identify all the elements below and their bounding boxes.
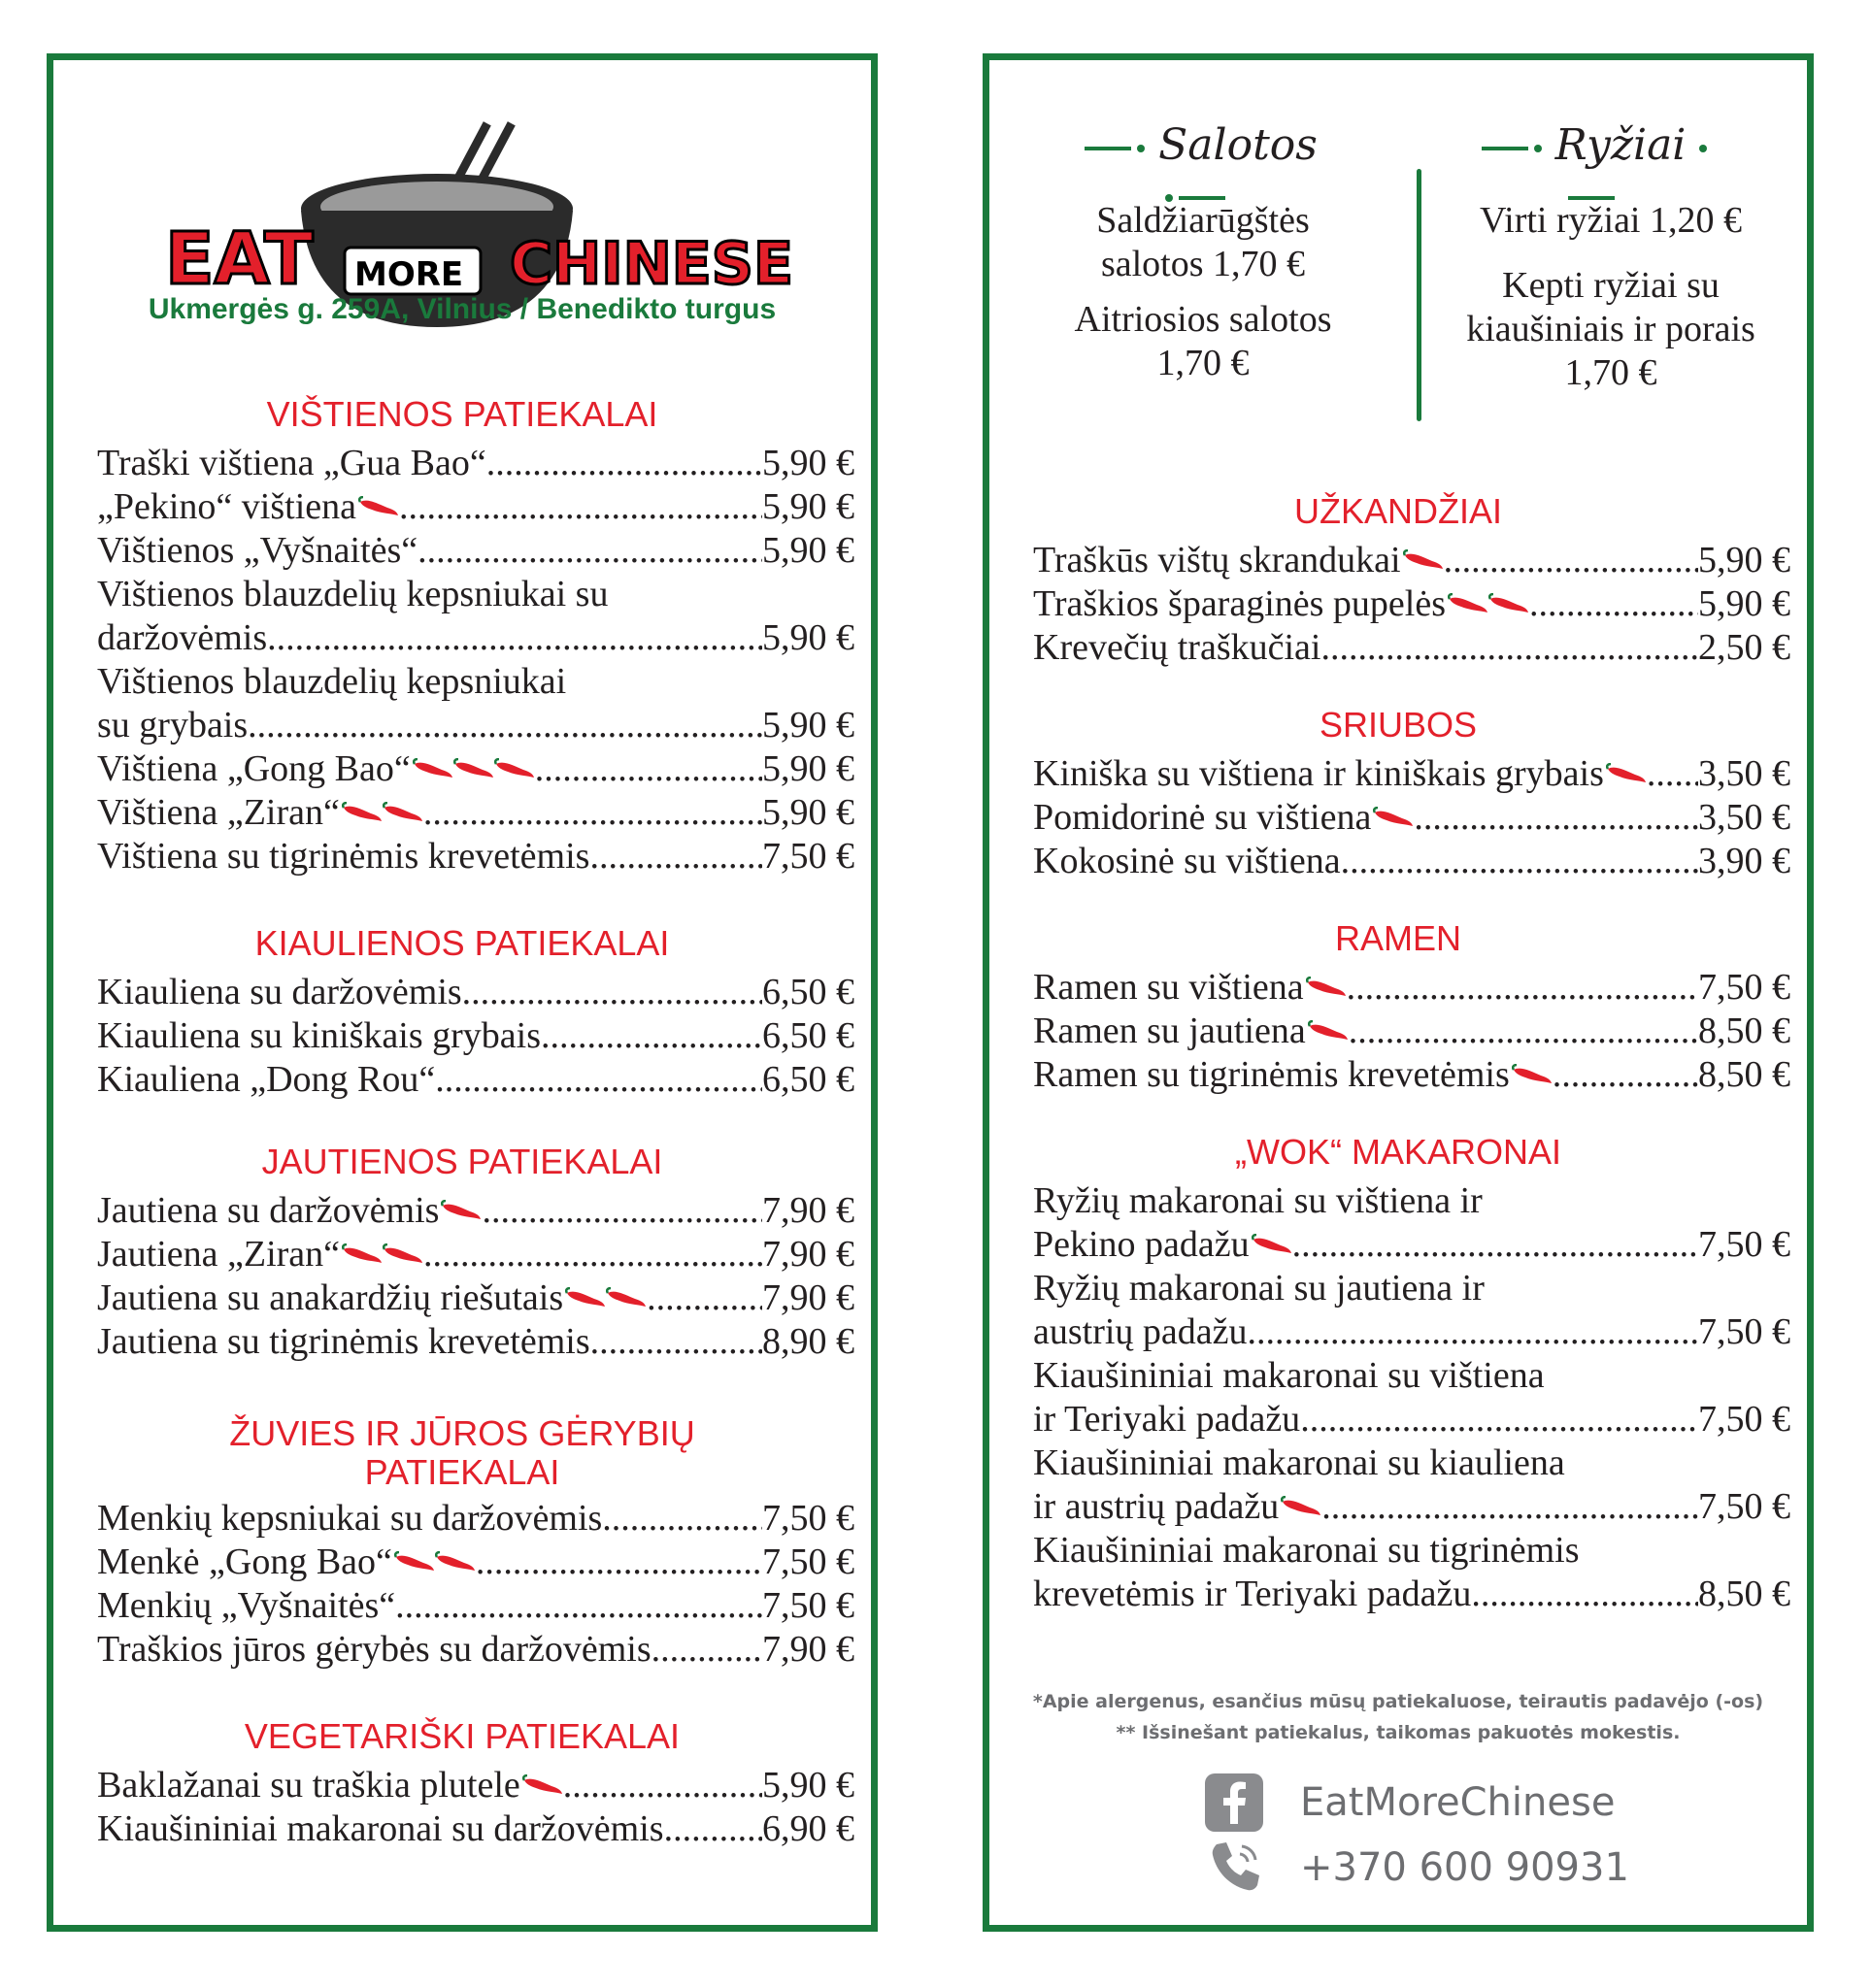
menu-item-list bbox=[97, 1764, 854, 1851]
svg-text:MORE: MORE bbox=[354, 255, 464, 294]
menu-item-price: 5,90 € bbox=[762, 530, 854, 571]
spicy-indicator bbox=[413, 747, 535, 791]
menu-item-name: Jautiena su anakardžių riešutais bbox=[97, 1277, 564, 1318]
dot-leader bbox=[395, 1584, 762, 1628]
menu-item-name: Ramen su jautiena bbox=[1033, 1011, 1306, 1051]
menu-item-list bbox=[97, 971, 854, 1102]
dot-leader bbox=[602, 1497, 762, 1541]
section-title: VEGETARIŠKI PATIEKALAI bbox=[244, 1716, 681, 1756]
menu-item-price: 7,90 € bbox=[762, 1190, 854, 1231]
chili-pepper-icon bbox=[1306, 977, 1347, 1000]
section-title: KIAULIENOS PATIEKALAI bbox=[254, 923, 670, 963]
menu-item bbox=[97, 1497, 854, 1541]
menu-item-name: Baklažanai su traškia plutele bbox=[97, 1765, 520, 1806]
ryziai-title: Ryžiai bbox=[1465, 120, 1718, 219]
section-title: JAUTIENOS PATIEKALAI bbox=[261, 1142, 663, 1181]
chili-pepper-icon bbox=[342, 1243, 383, 1267]
menu-item bbox=[97, 1189, 854, 1233]
menu-item-name: Pekino padažu bbox=[1033, 1224, 1250, 1265]
menu-item-name: su grybais bbox=[97, 705, 249, 746]
menu-item-name: Jautiena su tigrinėmis krevetėmis bbox=[97, 1321, 590, 1362]
chili-pepper-icon bbox=[394, 1551, 435, 1574]
menu-item-name: ir Teriyaki padažu bbox=[1033, 1399, 1301, 1440]
menu-item bbox=[97, 1233, 854, 1276]
dot-leader bbox=[647, 1276, 762, 1320]
menu-item bbox=[97, 704, 854, 747]
dot-leader bbox=[267, 616, 762, 660]
dot-leader bbox=[1248, 1310, 1698, 1354]
menu-item-name: Vištiena „Ziran“ bbox=[97, 792, 340, 833]
chili-pepper-icon bbox=[606, 1287, 647, 1310]
section-title: ŽUVIES IR JŪROS GĖRYBIŲ PATIEKALAI bbox=[229, 1413, 695, 1492]
section-title: UŽKANDŽIAI bbox=[1293, 491, 1502, 531]
menu-item bbox=[97, 1014, 854, 1058]
column-divider bbox=[1417, 169, 1421, 421]
facebook-icon bbox=[1203, 1772, 1265, 1834]
menu-item-price: 5,90 € bbox=[762, 443, 854, 483]
menu-item-price: 7,90 € bbox=[762, 1277, 854, 1318]
dot-leader bbox=[476, 1541, 762, 1584]
chili-pepper-icon bbox=[358, 496, 399, 519]
chili-pepper-icon bbox=[413, 758, 453, 781]
menu-item-price: 5,90 € bbox=[1698, 540, 1790, 580]
menu-item-name: Kiauliena su kiniškais grybais bbox=[97, 1015, 541, 1056]
menu-item-name: ir austrių padažu bbox=[1033, 1486, 1280, 1527]
menu-item-list bbox=[1033, 966, 1790, 1097]
menu-item-price: 7,50 € bbox=[1698, 1399, 1790, 1440]
menu-item-name: Jautiena „Ziran“ bbox=[97, 1234, 341, 1275]
menu-item-name: austrių padažu bbox=[1033, 1311, 1248, 1352]
menu-item-price: 8,50 € bbox=[1698, 1011, 1790, 1051]
dot-leader bbox=[1553, 1053, 1698, 1097]
spicy-indicator bbox=[342, 791, 423, 835]
menu-item bbox=[1033, 1223, 1790, 1267]
left-menu-panel bbox=[47, 53, 878, 1932]
menu-item-price: 7,50 € bbox=[1698, 967, 1790, 1008]
menu-item-price: 7,50 € bbox=[762, 1498, 854, 1539]
menu-item-price: 6,50 € bbox=[762, 972, 854, 1012]
menu-item-list bbox=[97, 442, 854, 878]
chili-pepper-icon bbox=[522, 1774, 563, 1798]
menu-item bbox=[1033, 1010, 1790, 1053]
menu-item-price: 3,50 € bbox=[1698, 753, 1790, 794]
dot-leader bbox=[423, 791, 762, 835]
section-title: VIŠTIENOS PATIEKALAI bbox=[266, 394, 658, 434]
spicy-indicator bbox=[1373, 796, 1414, 840]
menu-item-name: Traški vištiena „Gua Bao“ bbox=[97, 443, 486, 483]
chili-pepper-icon bbox=[453, 758, 494, 781]
spicy-indicator bbox=[441, 1189, 482, 1233]
dot-leader bbox=[535, 747, 762, 791]
dot-leader bbox=[423, 1233, 762, 1276]
menu-item-name: Kiauliena „Dong Rou“ bbox=[97, 1059, 436, 1100]
menu-item-price: 8,90 € bbox=[762, 1321, 854, 1362]
menu-item-price: 7,50 € bbox=[762, 836, 854, 877]
dot-leader bbox=[1292, 1223, 1698, 1267]
spicy-indicator bbox=[565, 1276, 647, 1320]
menu-item-price: 5,90 € bbox=[762, 1765, 854, 1806]
dot-leader bbox=[248, 704, 762, 747]
dot-leader bbox=[462, 971, 762, 1014]
dot-leader bbox=[1349, 1010, 1698, 1053]
menu-item-name: Traškios jūros gėrybės su daržovėmis bbox=[97, 1629, 652, 1670]
menu-item bbox=[97, 971, 854, 1014]
spicy-indicator bbox=[1403, 539, 1444, 582]
menu-item-list bbox=[97, 1497, 854, 1672]
menu-item-name: Vištiena su tigrinėmis krevetėmis bbox=[97, 836, 590, 877]
menu-item bbox=[97, 1276, 854, 1320]
menu-item-price: 2,50 € bbox=[1698, 627, 1790, 668]
menu-item-price: 7,90 € bbox=[762, 1234, 854, 1275]
chili-pepper-icon bbox=[342, 802, 383, 825]
menu-item-name: Menkių „Vyšnaitės“ bbox=[97, 1585, 396, 1626]
chili-pepper-icon bbox=[435, 1551, 476, 1574]
menu-item-price: 5,90 € bbox=[1698, 583, 1790, 624]
spicy-indicator bbox=[1281, 1485, 1321, 1529]
right-menu-panel bbox=[983, 53, 1814, 1932]
menu-item-name: daržovėmis bbox=[97, 617, 268, 658]
chili-pepper-icon bbox=[1403, 549, 1444, 573]
ryziai-list: Virti ryžiai 1,20 € Kepti ryžiai su kiaušiniais ir porais 1,70 € bbox=[1466, 200, 1755, 393]
menu-item-name: Menkių kepsniukai su daržovėmis bbox=[97, 1498, 603, 1539]
svg-text:EAT: EAT bbox=[165, 217, 314, 301]
chili-pepper-icon bbox=[1281, 1496, 1321, 1519]
dot-leader bbox=[435, 1058, 762, 1102]
menu-item-name: Traškūs vištų skrandukai bbox=[1033, 540, 1401, 580]
menu-item-price: 5,90 € bbox=[762, 705, 854, 746]
dot-leader bbox=[541, 1014, 762, 1058]
chili-pepper-icon bbox=[1308, 1020, 1349, 1044]
chili-pepper-icon bbox=[1512, 1064, 1553, 1087]
menu-item-price: 3,90 € bbox=[1698, 841, 1790, 881]
menu-item-name: Vištiena „Gong Bao“ bbox=[97, 748, 411, 789]
menu-item-name-line: Kiaušininiai makaronai su kiauliena bbox=[1033, 1442, 1565, 1483]
menu-item-name: Kiauliena su daržovėmis bbox=[97, 972, 462, 1012]
footnotes: *Apie alergenus, esančius mūsų patiekaluose, teirautis padavėjo (-os) ** Išsinešant patiekalus, taikomas pakuotės mokestis. bbox=[1032, 1691, 1764, 1743]
menu-item bbox=[97, 1541, 854, 1584]
section-title: „WOK“ MAKARONAI bbox=[1234, 1132, 1561, 1172]
menu-item-name: Vištienos „Vyšnaitės“ bbox=[97, 530, 418, 571]
dot-leader bbox=[1471, 1573, 1698, 1616]
menu-item-price: 5,90 € bbox=[762, 748, 854, 789]
menu-item bbox=[97, 442, 854, 485]
svg-text:CHINESE: CHINESE bbox=[510, 230, 793, 298]
dot-leader bbox=[652, 1628, 762, 1672]
menu-item bbox=[1033, 840, 1790, 883]
menu-item-name: Ramen su vištiena bbox=[1033, 967, 1304, 1008]
chili-pepper-icon bbox=[441, 1200, 482, 1223]
menu-item-name-line: Vištienos blauzdelių kepsniukai su bbox=[97, 574, 609, 614]
chili-pepper-icon bbox=[1606, 763, 1647, 786]
phone-contact[interactable]: +370 600 90931 bbox=[1203, 1837, 1629, 1899]
menu-item bbox=[1033, 1573, 1790, 1616]
menu-item-name-line: Ryžių makaronai su vištiena ir bbox=[1033, 1180, 1483, 1221]
menu-item-name: Krevečių traškučiai bbox=[1033, 627, 1321, 668]
menu-item-price: 7,50 € bbox=[762, 1585, 854, 1626]
menu-item bbox=[97, 1764, 854, 1807]
spicy-indicator bbox=[358, 485, 399, 529]
menu-item-price: 6,50 € bbox=[762, 1059, 854, 1100]
chili-pepper-icon bbox=[383, 802, 423, 825]
menu-item bbox=[97, 1058, 854, 1102]
chili-pepper-icon bbox=[494, 758, 535, 781]
menu-item-list bbox=[1033, 1179, 1790, 1616]
salotos-list: Saldžiarūgštės salotos 1,70 € Aitriosios salotos 1,70 € bbox=[1074, 200, 1332, 383]
menu-item-price: 7,90 € bbox=[762, 1629, 854, 1670]
spicy-indicator bbox=[1448, 582, 1529, 626]
facebook-contact[interactable]: EatMoreChinese bbox=[1203, 1772, 1615, 1834]
phone-icon bbox=[1203, 1837, 1265, 1899]
dot-leader bbox=[482, 1189, 762, 1233]
menu-item-price: 7,50 € bbox=[1698, 1224, 1790, 1265]
menu-item-name: Menkė „Gong Bao“ bbox=[97, 1541, 392, 1582]
menu-item-list bbox=[1033, 539, 1790, 670]
spicy-indicator bbox=[394, 1541, 476, 1584]
section-title: RAMEN bbox=[1334, 918, 1461, 958]
menu-item bbox=[1033, 539, 1790, 582]
menu-item bbox=[1033, 752, 1790, 796]
dot-leader bbox=[589, 835, 762, 878]
dot-leader bbox=[1529, 582, 1698, 626]
menu-item-price: 8,50 € bbox=[1698, 1574, 1790, 1614]
dot-leader bbox=[590, 1320, 762, 1364]
menu-item bbox=[97, 1584, 854, 1628]
dot-leader bbox=[1300, 1398, 1698, 1441]
dot-leader bbox=[1347, 966, 1698, 1010]
dot-leader bbox=[486, 442, 762, 485]
salotos-title: Salotos bbox=[1077, 120, 1320, 219]
dot-leader bbox=[563, 1764, 762, 1807]
section-title: SRIUBOS bbox=[1319, 705, 1478, 745]
menu-item-price: 7,50 € bbox=[1698, 1486, 1790, 1527]
menu-item bbox=[97, 529, 854, 573]
menu-item-name-line: Vištienos blauzdelių kepsniukai bbox=[97, 661, 567, 702]
menu-item-name: Pomidorinė su vištiena bbox=[1033, 797, 1372, 838]
menu-item-price: 6,90 € bbox=[762, 1808, 854, 1849]
menu-item-name: krevetėmis ir Teriyaki padažu bbox=[1033, 1574, 1472, 1614]
dot-leader bbox=[1320, 626, 1698, 670]
dot-leader bbox=[418, 529, 762, 573]
menu-item-price: 8,50 € bbox=[1698, 1054, 1790, 1095]
dot-leader bbox=[1341, 840, 1698, 883]
menu-item bbox=[1033, 1485, 1790, 1529]
chili-pepper-icon bbox=[1448, 593, 1488, 616]
dot-leader bbox=[1444, 539, 1698, 582]
menu-item-name: Kiaušininiai makaronai su daržovėmis bbox=[97, 1808, 664, 1849]
menu-item-name-line: Kiaušininiai makaronai su tigrinėmis bbox=[1033, 1530, 1580, 1571]
menu-item-price: 3,50 € bbox=[1698, 797, 1790, 838]
menu-item-name-line: Kiaušininiai makaronai su vištiena bbox=[1033, 1355, 1545, 1396]
menu-item-name: Traškios šparaginės pupelės bbox=[1033, 583, 1446, 624]
menu-item bbox=[97, 747, 854, 791]
spicy-indicator bbox=[1308, 1010, 1349, 1053]
menu-item bbox=[97, 485, 854, 529]
menu-item-price: 5,90 € bbox=[762, 792, 854, 833]
chili-pepper-icon bbox=[1252, 1234, 1292, 1257]
menu-item-price: 6,50 € bbox=[762, 1015, 854, 1056]
dot-leader bbox=[664, 1807, 762, 1851]
dot-leader bbox=[1414, 796, 1698, 840]
menu-item bbox=[97, 1320, 854, 1364]
menu-item-list bbox=[1033, 752, 1790, 883]
spicy-indicator bbox=[522, 1764, 563, 1807]
menu-item-name: Jautiena su daržovėmis bbox=[97, 1190, 440, 1231]
menu-item bbox=[1033, 1398, 1790, 1441]
menu-item-name: Ramen su tigrinėmis krevetėmis bbox=[1033, 1054, 1510, 1095]
dot-leader bbox=[399, 485, 762, 529]
chili-pepper-icon bbox=[1373, 807, 1414, 830]
spicy-indicator bbox=[342, 1233, 423, 1276]
dot-leader bbox=[1321, 1485, 1698, 1529]
menu-item-price: 5,90 € bbox=[762, 486, 854, 527]
menu-item bbox=[97, 791, 854, 835]
chili-pepper-icon bbox=[383, 1243, 423, 1267]
chili-pepper-icon bbox=[565, 1287, 606, 1310]
menu-item-name: Kiniška su vištiena ir kiniškais grybais bbox=[1033, 753, 1604, 794]
restaurant-address: Ukmergės g. 259A, Vilnius / Benedikto turgus bbox=[148, 293, 777, 325]
menu-item-price: 5,90 € bbox=[762, 617, 854, 658]
menu-item bbox=[1033, 582, 1790, 626]
spicy-indicator bbox=[1512, 1053, 1553, 1097]
menu-item bbox=[1033, 1053, 1790, 1097]
menu-item bbox=[97, 835, 854, 878]
menu-item bbox=[97, 1628, 854, 1672]
spicy-indicator bbox=[1306, 966, 1347, 1010]
menu-item-list bbox=[97, 1189, 854, 1364]
menu-item-price: 7,50 € bbox=[1698, 1311, 1790, 1352]
menu-item-name-line: Ryžių makaronai su jautiena ir bbox=[1033, 1268, 1485, 1309]
chili-pepper-icon bbox=[1488, 593, 1529, 616]
menu-item bbox=[97, 1807, 854, 1851]
dot-leader bbox=[1647, 752, 1698, 796]
menu-item bbox=[1033, 966, 1790, 1010]
spicy-indicator bbox=[1252, 1223, 1292, 1267]
menu-item bbox=[1033, 626, 1790, 670]
spicy-indicator bbox=[1606, 752, 1647, 796]
menu-item bbox=[97, 616, 854, 660]
menu-item-price: 7,50 € bbox=[762, 1541, 854, 1582]
menu-item-name: „Pekino“ vištiena bbox=[97, 486, 356, 527]
menu-item-name: Kokosinė su vištiena bbox=[1033, 841, 1341, 881]
menu-item bbox=[1033, 1310, 1790, 1354]
menu-item bbox=[1033, 796, 1790, 840]
